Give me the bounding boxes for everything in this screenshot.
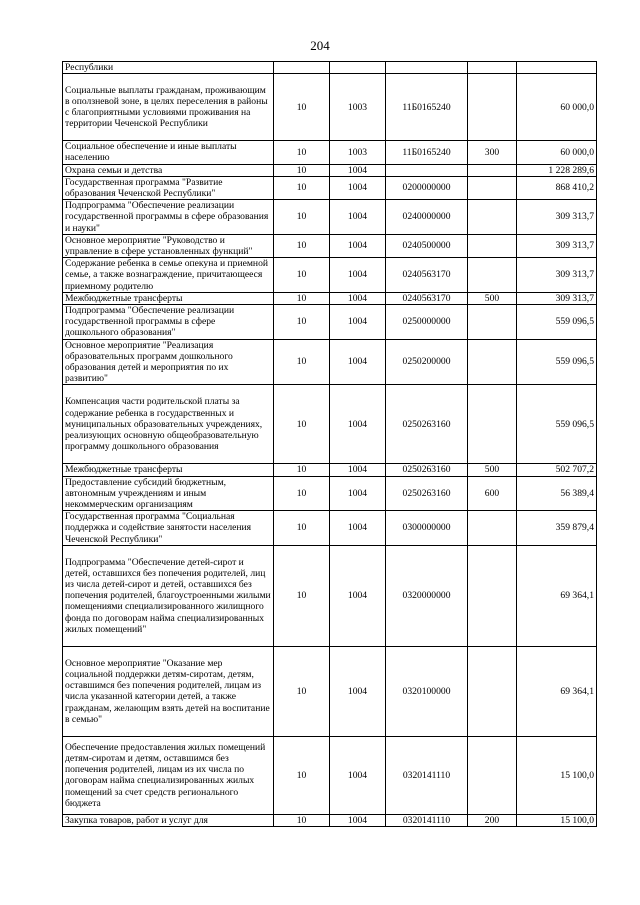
section-code-cell: 10 [274,736,330,814]
table-row [63,234,597,257]
subsection-code-cell: 1004 [330,464,386,476]
item-name-cell: Подпрограмма "Обеспечение реализации государственной программы в сфере образования и науки" [63,200,274,235]
item-name-cell: Компенсация части родительской платы за содержание ребенка в государственных и муниципальных образовательных учреждениях, реализующих основную общеобразовательную программу дошкольного образования [63,385,274,464]
item-name-cell: Подпрограмма "Обеспечение детей-сирот и детей, оставшихся без попечения родителей, лиц из числа детей-сирот и детей, оставшихся без попечения родителей, благоустроенными жилыми помещениями специализированного жилищного фонда по договорам найма специализированных жилых помещений" [63,545,274,646]
subsection-code-cell: 1004 [330,385,386,464]
expense-type-cell [468,545,517,646]
item-name-cell: Подпрограмма "Обеспечение реализации государственной программы в сфере дошкольного образования" [63,305,274,340]
subsection-code-cell: 1004 [330,176,386,199]
subsection-code-cell: 1004 [330,200,386,235]
section-code-cell: 10 [274,339,330,385]
section-code-cell: 10 [274,476,330,511]
subsection-code-cell: 1004 [330,339,386,385]
expense-type-cell: 200 [468,814,517,826]
target-article-cell: 0250263160 [386,385,468,464]
table-row [63,646,597,736]
section-code-cell: 10 [274,258,330,293]
subsection-code-cell: 1004 [330,736,386,814]
section-code-cell: 10 [274,464,330,476]
expense-type-cell [468,511,517,546]
amount-cell: 69 364,1 [517,646,597,736]
section-code-cell: 10 [274,234,330,257]
item-name-cell: Социальное обеспечение и иные выплаты населению [63,141,274,164]
item-name-cell: Охрана семьи и детства [63,164,274,176]
amount-cell: 309 313,7 [517,258,597,293]
target-article-cell: 0240563170 [386,258,468,293]
amount-cell: 559 096,5 [517,305,597,340]
expense-type-cell [468,176,517,199]
subsection-code-cell: 1004 [330,511,386,546]
table-row [63,545,597,646]
target-article-cell: 0240000000 [386,200,468,235]
item-name-cell: Основное мероприятие "Реализация образовательных программ дошкольного образования детей и мероприятия по их развитию" [63,339,274,385]
target-article-cell: 0250000000 [386,305,468,340]
subsection-code-cell: 1004 [330,305,386,340]
target-article-cell: 0300000000 [386,511,468,546]
amount-cell: 502 707,2 [517,464,597,476]
item-name-cell: Государственная программа "Социальная поддержка и содействие занятости населения Чеченской Республики" [63,511,274,546]
item-name-cell: Основное мероприятие "Руководство и управление в сфере установленных функций" [63,234,274,257]
amount-cell: 309 313,7 [517,200,597,235]
table-row [63,292,597,304]
expense-type-cell: 500 [468,292,517,304]
section-code-cell: 10 [274,385,330,464]
subsection-code-cell: 1004 [330,476,386,511]
target-article-cell: 0320141110 [386,736,468,814]
table-row [63,74,597,141]
section-code-cell: 10 [274,305,330,340]
amount-cell [517,62,597,74]
subsection-code-cell: 1004 [330,646,386,736]
target-article-cell: 0240563170 [386,292,468,304]
expense-type-cell: 300 [468,141,517,164]
table-row [63,141,597,164]
amount-cell: 60 000,0 [517,141,597,164]
target-article-cell: 0200000000 [386,176,468,199]
section-code-cell: 10 [274,292,330,304]
expense-type-cell [468,736,517,814]
subsection-code-cell: 1003 [330,74,386,141]
expense-type-cell [468,200,517,235]
table-row [63,464,597,476]
section-code-cell: 10 [274,141,330,164]
section-code-cell: 10 [274,176,330,199]
target-article-cell: 0320000000 [386,545,468,646]
amount-cell: 56 389,4 [517,476,597,511]
amount-cell: 309 313,7 [517,292,597,304]
expense-type-cell [468,646,517,736]
expense-type-cell [468,385,517,464]
expense-type-cell [468,258,517,293]
item-name-cell: Социальные выплаты гражданам, проживающим в оползневой зоне, в целях переселения в районы с благоприятными условиями проживания на территории Чеченской Республики [63,74,274,141]
expense-type-cell [468,305,517,340]
table-row [63,339,597,385]
section-code-cell: 10 [274,545,330,646]
table-row [63,164,597,176]
section-code-cell: 10 [274,814,330,826]
target-article-cell [386,62,468,74]
target-article-cell: 11Б0165240 [386,141,468,164]
section-code-cell: 10 [274,74,330,141]
amount-cell: 868 410,2 [517,176,597,199]
section-code-cell: 10 [274,164,330,176]
amount-cell: 15 100,0 [517,814,597,826]
item-name-cell: Межбюджетные трансферты [63,292,274,304]
amount-cell: 559 096,5 [517,385,597,464]
amount-cell: 359 879,4 [517,511,597,546]
table-row [63,511,597,546]
target-article-cell: 0250263160 [386,476,468,511]
target-article-cell [386,164,468,176]
amount-cell: 69 364,1 [517,545,597,646]
amount-cell: 309 313,7 [517,234,597,257]
item-name-cell: Государственная программа "Развитие образования Чеченской Республики" [63,176,274,199]
subsection-code-cell: 1004 [330,292,386,304]
subsection-code-cell: 1004 [330,164,386,176]
item-name-cell: Содержание ребенка в семье опекуна и приемной семье, а также вознаграждение, причитающееся приемному родителю [63,258,274,293]
table-row [63,176,597,199]
table-row [63,258,597,293]
subsection-code-cell [330,62,386,74]
expense-type-cell: 600 [468,476,517,511]
amount-cell: 60 000,0 [517,74,597,141]
section-code-cell: 10 [274,646,330,736]
expense-type-cell: 500 [468,464,517,476]
subsection-code-cell: 1004 [330,545,386,646]
item-name-cell: Предоставление субсидий бюджетным, автономным учреждениям и иным некоммерческим организациям [63,476,274,511]
table-row [63,814,597,826]
item-name-cell: Основное мероприятие "Оказание мер социальной поддержки детям-сиротам, детям, оставшимся без попечения родителей, лицам из числа указанной категории детей, а также гражданам, желающим взять детей на воспитание в семью" [63,646,274,736]
item-name-cell: Обеспечение предоставления жилых помещений детям-сиротам и детям, оставшимся без попечения родителей, лицам из их числа по договорам найма специализированных жилых помещений за счет средств регионального бюджета [63,736,274,814]
budget-table [62,61,597,827]
section-code-cell: 10 [274,200,330,235]
target-article-cell: 0240500000 [386,234,468,257]
subsection-code-cell: 1003 [330,141,386,164]
table-row [63,200,597,235]
section-code-cell [274,62,330,74]
item-name-cell: Межбюджетные трансферты [63,464,274,476]
expense-type-cell [468,62,517,74]
expense-type-cell [468,164,517,176]
expense-type-cell [468,339,517,385]
amount-cell: 1 228 289,6 [517,164,597,176]
budget-table-body [63,62,597,827]
target-article-cell: 11Б0165240 [386,74,468,141]
target-article-cell: 0250200000 [386,339,468,385]
subsection-code-cell: 1004 [330,258,386,293]
section-code-cell: 10 [274,511,330,546]
item-name-cell: Республики [63,62,274,74]
item-name-cell: Закупка товаров, работ и услуг для [63,814,274,826]
page-number: 204 [310,38,330,53]
expense-type-cell [468,234,517,257]
table-row [63,736,597,814]
table-row [63,476,597,511]
target-article-cell: 0250263160 [386,464,468,476]
table-row [63,305,597,340]
subsection-code-cell: 1004 [330,814,386,826]
subsection-code-cell: 1004 [330,234,386,257]
target-article-cell: 0320141110 [386,814,468,826]
amount-cell: 559 096,5 [517,339,597,385]
target-article-cell: 0320100000 [386,646,468,736]
table-row [63,62,597,74]
expense-type-cell [468,74,517,141]
table-row [63,385,597,464]
amount-cell: 15 100,0 [517,736,597,814]
